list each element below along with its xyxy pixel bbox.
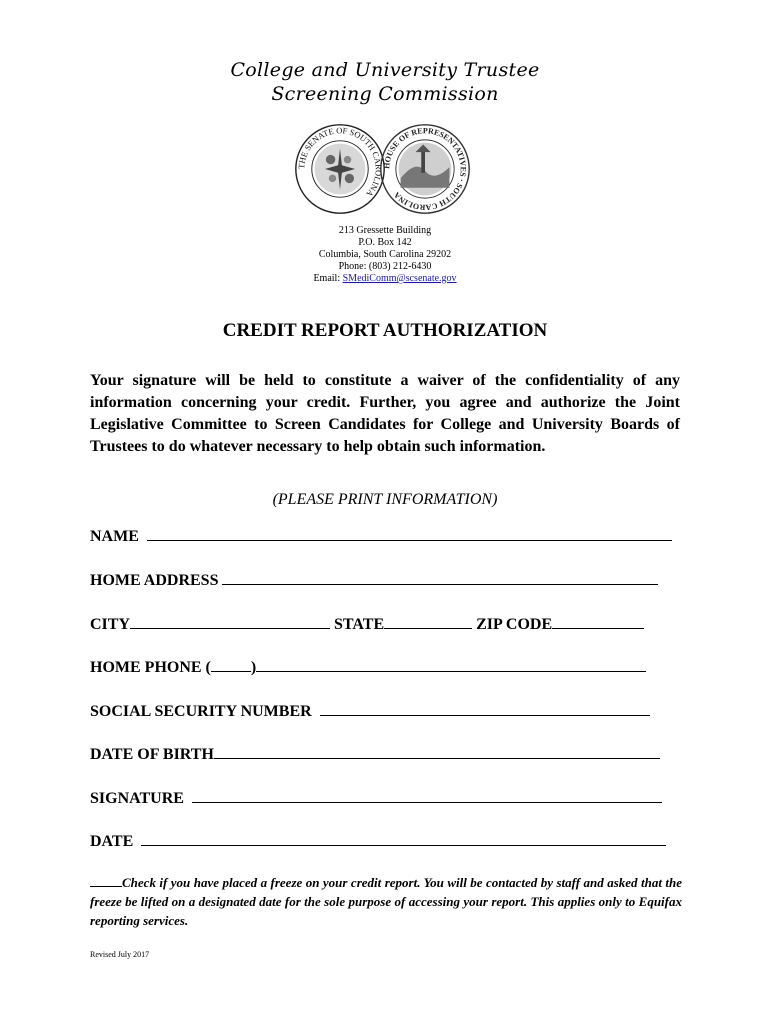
ssn-label: SOCIAL SECURITY NUMBER [90,703,312,720]
address-line-3: Columbia, South Carolina 29202 [318,249,452,260]
name-field-row [90,526,672,546]
signature-field-row [90,788,662,808]
freeze-text: Check if you have placed a freeze on your credit report. You will be contacted by staff and asked that the freeze be lifted on a designated date for the sole purpose of accessing your report. This applies only to Equifax reporting services. [90,875,682,928]
signature-blank[interactable] [192,788,662,803]
revision-date: Revised July 2017 [90,950,150,959]
home-phone-field-row [90,657,646,677]
phone-line: Phone: (803) 212-6430 [338,261,432,272]
home-address-field-row [90,570,658,590]
city-state-zip-row [90,614,644,634]
city-label: CITY [90,616,131,633]
dob-label: DATE OF BIRTH [90,746,214,763]
date-field-row [90,831,666,851]
state-blank[interactable] [384,614,472,629]
email-label: Email: [313,273,343,284]
home-phone-label: HOME PHONE ( [90,659,211,676]
senate-seal-ring-text: THE SENATE OF SOUTH CAROLINA [296,125,384,199]
print-instruction: (PLEASE PRINT INFORMATION) [272,491,498,508]
name-label: NAME [90,528,139,545]
state-label: STATE [334,616,385,633]
letterhead-title [0,58,770,106]
date-blank[interactable] [141,831,666,846]
ssn-field-row [90,701,650,721]
dob-blank[interactable] [214,744,660,759]
freeze-check-blank[interactable] [90,874,122,887]
title-line-1: College and University Trustee [230,59,540,81]
title-line-2: Screening Commission [271,83,499,105]
home-address-label: HOME ADDRESS [90,572,219,589]
home-phone-blank[interactable] [256,657,646,672]
contact-block [0,225,770,285]
waiver-paragraph: Your signature will be held to constitute a waiver of the confidentiality of any information concerning your credit. Further, you agree and authorize the Joint Legislative Committee to Screen Candidates for College and University Boards of Trustees to do whatever necessary to help obtain such information. [90,372,680,455]
zip-code-blank[interactable] [552,614,644,629]
zip-code-label: ZIP CODE [476,616,553,633]
name-blank[interactable] [147,526,672,541]
dob-field-row [90,744,660,764]
home-address-blank[interactable] [222,570,658,585]
date-label: DATE [90,833,134,850]
home-phone-paren-close: ) [250,659,257,676]
signature-label: SIGNATURE [90,790,184,807]
area-code-blank[interactable] [211,657,251,672]
house-seal-icon [378,122,472,216]
email-link[interactable]: SMediComm@scsenate.gov [342,273,457,284]
address-line-1: 213 Gressette Building [338,225,432,236]
seals-row [0,122,770,218]
freeze-notice [90,873,682,930]
city-blank[interactable] [130,614,330,629]
house-seal-ring-text: HOUSE OF REPRESENTATIVES · SOUTH CAROLINA [382,126,468,212]
address-line-2: P.O. Box 142 [358,237,412,248]
senate-seal-icon [293,122,387,216]
email-line [0,273,770,285]
ssn-blank[interactable] [320,701,650,716]
form-heading: CREDIT REPORT AUTHORIZATION [222,320,548,341]
